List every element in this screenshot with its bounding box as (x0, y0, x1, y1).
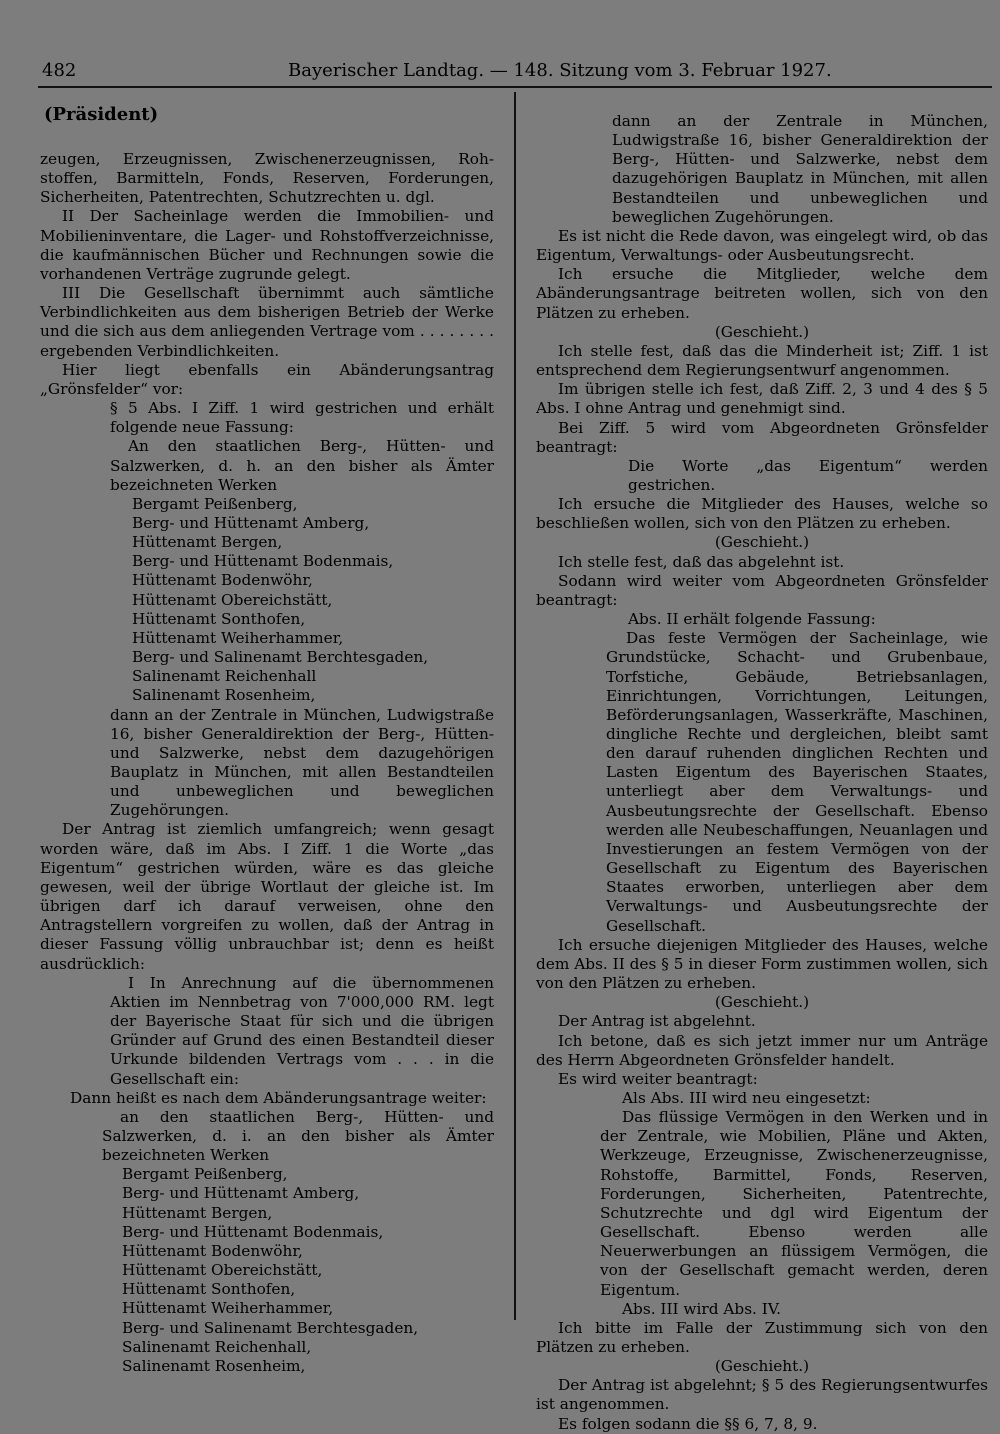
header-rule (38, 86, 992, 88)
procedural-note: (Geschieht.) (714, 993, 810, 1012)
list-item: Bergamt Peißenberg, (132, 494, 298, 513)
list-item: Hüttenamt Sonthofen, (122, 1280, 296, 1299)
list-item: Bergamt Peißenberg, (122, 1165, 288, 1184)
paragraph: Es ist nicht die Rede davon, was eingelegt wird, ob das Eigentum, Verwaltungs- oder Ausbeutungsrecht. (536, 226, 988, 265)
list-item: Salinenamt Rosenheim, (122, 1356, 306, 1375)
paragraph: Sodann wird weiter vom Abgeordneten Grönsfelder beantragt: (536, 571, 988, 609)
paragraph: I In Anrechnung auf die übernommenen Aktien im Nennbetrag von 7'000,000 RM. legt der Bayerische Staat für sich und die übrigen Gründer auf Grund des einen Bestandteil dieser Urkunde bildenden Vertrags vom . . . in die Gesellschaft ein: (110, 973, 494, 1088)
column-divider (514, 92, 516, 1320)
paragraph: § 5 Abs. I Ziff. 1 wird gestrichen und erhält folgende neue Fassung: (110, 399, 494, 437)
list-item: Salinenamt Rosenheim, (132, 686, 316, 705)
paragraph: Hier liegt ebenfalls ein Abänderungsantrag „Grönsfelder“ vor: (40, 360, 494, 398)
list-item: Hüttenamt Bodenwöhr, (122, 1241, 303, 1260)
list-item: Hüttenamt Weiherhammer, (122, 1299, 334, 1318)
paragraph: dann an der Zentrale in München, Ludwigstraße 16, bisher Generaldirektion der Berg-, Hütten- und Salzwerke, nebst dem dazugehörigen Bauplatz in München, mit allen Bestandteilen und unbeweglichen und beweglichen Zugehörungen. (110, 705, 494, 820)
procedural-note: (Geschieht.) (714, 533, 810, 552)
list-item: Hüttenamt Sonthofen, (132, 609, 306, 628)
list-item: Hüttenamt Bergen, (122, 1203, 273, 1222)
running-title: Bayerischer Landtag. — 148. Sitzung vom 3. Februar 1927. (288, 60, 832, 81)
paragraph: Ich stelle fest, daß das die Minderheit ist; Ziff. 1 ist entsprechend dem Regierungsentwurf angenommen. (536, 341, 988, 380)
page-header (38, 60, 990, 86)
paragraph: Das feste Vermögen der Sacheinlage, wie Grundstücke, Schacht- und Grubenbaue, Torfstiche, Gebäude, Betriebsanlagen, Einrichtungen, Vorrichtungen, Leitungen, Beförderungsanlagen, Wasserkräfte, Maschinen, dingliche Rechte und dergleichen, bleibt samt den darauf ruhenden dinglichen Rechten und Lasten Eigentum des Bayerischen Staates, unterliegt aber dem Verwaltungs- und Ausbeutungsrechte der Gesellschaft. Ebenso werden alle Neubeschaffungen, Neuanlagen und Investierungen an festem Vermögen von der Gesellschaft zu Eigentum des Bayerischen Staates erworben, unterliegen aber dem Verwaltungs- und Ausbeutungsrechte der Gesellschaft. (606, 629, 988, 935)
right-column (536, 112, 988, 1434)
list-item: Hüttenamt Weiherhammer, (132, 628, 344, 647)
paragraph: zeugen, Erzeugnissen, Zwischenerzeugnissen, Roh-stoffen, Barmitteln, Fonds, Reserven, Forderungen, Sicherheiten, Patentrechten, Schutzrechten u. dgl. (40, 150, 494, 207)
paragraph: Ich ersuche die Mitglieder, welche dem Abänderungsantrage beitreten wollen, sich von den Plätzen zu erheben. (536, 265, 988, 322)
list-item: Berg- und Salinenamt Berchtesgaden, (122, 1318, 419, 1337)
list-item: Berg- und Hüttenamt Bodenmais, (132, 552, 394, 571)
paragraph: Der Antrag ist ziemlich umfangreich; wenn gesagt worden wäre, daß im Abs. I Ziff. 1 die Worte „das Eigentum“ gestrichen würden, wäre es das gleiche gewesen, weil der übrige Wortlaut der gleiche ist. Im übrigen darf ich darauf verweisen, ohne den Antragstellern vorgreifen zu wollen, daß der Antrag in dieser Fassung völlig unbrauchbar ist; denn es heißt ausdrücklich: (40, 820, 494, 973)
paragraph: an den staatlichen Berg-, Hütten- und Salzwerken, d. i. an den bisher als Ämter bezeichneten Werken (102, 1107, 494, 1165)
paragraph: An den staatlichen Berg-, Hütten- und Salzwerken, d. h. an den bisher als Ämter bezeichneten Werken (110, 437, 494, 494)
list-item: Berg- und Hüttenamt Bodenmais, (122, 1222, 384, 1241)
paragraph: Der Antrag ist abgelehnt; § 5 des Regierungsentwurfes ist angenommen. (536, 1376, 988, 1414)
list-item: Salinenamt Reichenhall, (122, 1337, 312, 1356)
list-item: Berg- und Hüttenamt Amberg, (122, 1184, 360, 1203)
paragraph: Ich betone, daß es sich jetzt immer nur um Anträge des Herrn Abgeordneten Grönsfelder handelt. (536, 1031, 988, 1069)
paragraph: Die Worte „das Eigentum“ werden gestrichen. (628, 456, 988, 494)
page-number: 482 (42, 60, 77, 81)
paragraph: III Die Gesellschaft übernimmt auch sämtliche Verbindlichkeiten aus dem bisherigen Betrieb der Werke und die sich aus dem anliegenden Vertrage vom . . . . . . . . ergebenden Verbindlichkeiten. (40, 284, 494, 360)
paragraph: Ich bitte im Falle der Zustimmung sich von den Plätzen zu erheben. (536, 1318, 988, 1356)
paragraph: Der Antrag ist abgelehnt. (558, 1012, 756, 1031)
paragraph: II Der Sacheinlage werden die Immobilien- und Mobilieninventare, die Lager- und Rohstoffverzeichnisse, die kaufmännischen Bücher und Rechnungen sowie die vorhandenen Verträge zugrunde gelegt. (40, 207, 494, 283)
list-item: Hüttenamt Obereichstätt, (132, 590, 333, 609)
paragraph: dann an der Zentrale in München, Ludwigstraße 16, bisher Generaldirektion der Berg-, Hütten- und Salzwerke, nebst dem dazugehörigen Bauplatz in München, mit allen Bestandteilen und unbeweglichen und beweglichen Zugehörungen. (612, 112, 988, 226)
paragraph: Im übrigen stelle ich fest, daß Ziff. 2, 3 und 4 des § 5 Abs. I ohne Antrag und genehmigt sind. (536, 380, 988, 418)
paragraph: Das flüssige Vermögen in den Werken und in der Zentrale, wie Mobilien, Pläne und Akten, Werkzeuge, Erzeugnisse, Zwischenerzeugnisse, Rohstoffe, Barmittel, Fonds, Reserven, Forderungen, Sicherheiten, Patentrechte, Schutzrechte und dgl wird Eigentum der Gesellschaft. Ebenso werden alle Neuerwerbungen an flüssigem Vermögen, die von der Gesellschaft gemacht werden, deren Eigentum. (600, 1108, 988, 1299)
paragraph: Ich ersuche die Mitglieder des Hauses, welche so beschließen wollen, sich von den Plätzen zu erheben. (536, 495, 988, 533)
list-item: Salinenamt Reichenhall (132, 667, 317, 686)
paragraph: Abs. II erhält folgende Fassung: (628, 610, 876, 629)
paragraph: Es folgen sodann die §§ 6, 7, 8, 9. (558, 1414, 818, 1433)
list-item: Berg- und Hüttenamt Amberg, (132, 513, 370, 532)
paragraph: Dann heißt es nach dem Abänderungsantrage weiter: (70, 1088, 487, 1107)
paragraph: Ich stelle fest, daß das abgelehnt ist. (558, 552, 845, 571)
procedural-note: (Geschieht.) (714, 1357, 810, 1376)
procedural-note: (Geschieht.) (714, 322, 810, 341)
list-item: Hüttenamt Obereichstätt, (122, 1261, 323, 1280)
paragraph: Es wird weiter beantragt: (558, 1069, 758, 1088)
speaker-label: (Präsident) (44, 104, 159, 125)
list-item: Berg- und Salinenamt Berchtesgaden, (132, 648, 429, 667)
list-item: Hüttenamt Bodenwöhr, (132, 571, 313, 590)
list-item: Hüttenamt Bergen, (132, 533, 283, 552)
paragraph: Abs. III wird Abs. IV. (622, 1299, 782, 1318)
paragraph: Als Abs. III wird neu eingesetzt: (622, 1088, 871, 1107)
paragraph: Bei Ziff. 5 wird vom Abgeordneten Grönsfelder beantragt: (536, 418, 988, 456)
paragraph: Ich ersuche diejenigen Mitglieder des Hauses, welche dem Abs. II des § 5 in dieser Form zustimmen wollen, sich von den Plätzen zu erheben. (536, 935, 988, 993)
left-column (40, 150, 494, 1376)
